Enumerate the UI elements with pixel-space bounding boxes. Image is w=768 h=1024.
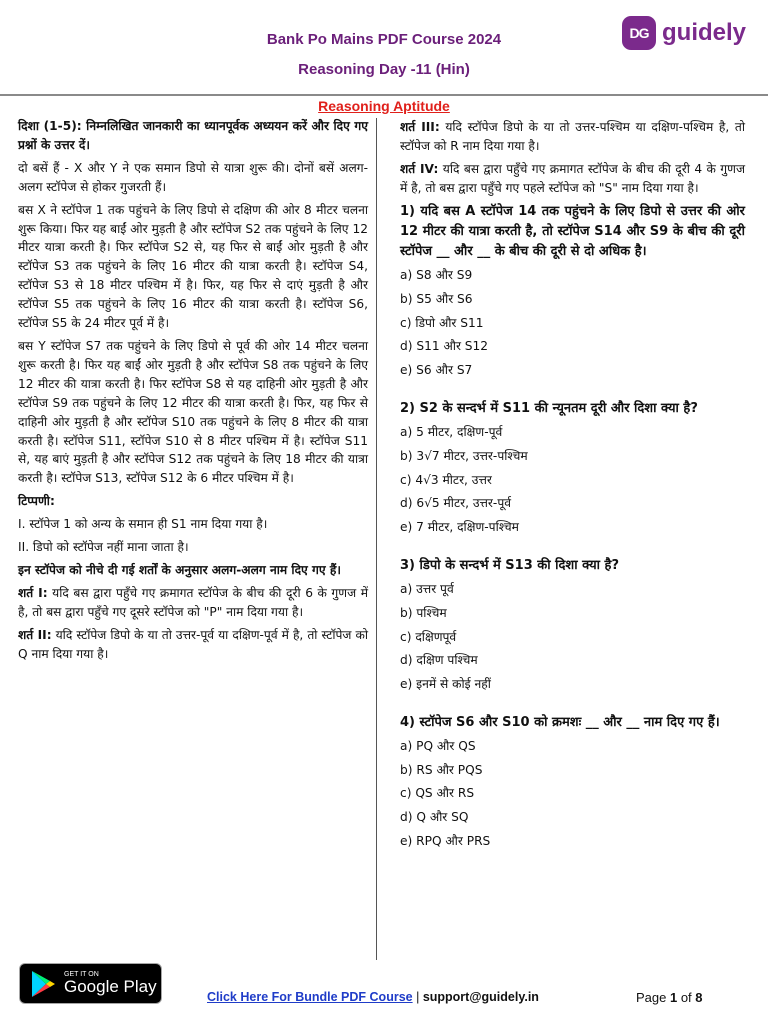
- footer-separator: |: [412, 990, 423, 1004]
- note-item: I. स्टॉपेज 1 को अन्य के समान ही S1 नाम दिया गया है।: [18, 517, 268, 532]
- guidely-logo: [622, 16, 746, 50]
- logo-mark-icon: DG: [622, 16, 656, 50]
- condition-2: [18, 626, 368, 664]
- condition-4: [400, 160, 745, 198]
- answer-option: b) S5 और S6: [400, 291, 473, 306]
- answer-option: d) दक्षिण पश्चिम: [400, 653, 478, 668]
- footer-links: [207, 990, 539, 1004]
- document-subtitle: Reasoning Day -11 (Hin): [298, 61, 470, 78]
- condition-label: शर्त III:: [400, 120, 440, 134]
- answer-option: e) इनमें से कोई नहीं: [400, 677, 491, 692]
- answer-option: c) डिपो और S11: [400, 315, 484, 330]
- answer-option: d) 6√5 मीटर, उत्तर-पूर्व: [400, 496, 512, 511]
- document-title: Bank Po Mains PDF Course 2024: [266, 31, 502, 48]
- question-4: 4) स्टॉपेज S6 और S10 को क्रमशः __ और __ नाम दिए गए हैं।: [400, 714, 720, 730]
- bus-y-paragraph: बस Y स्टॉपेज S7 तक पहुंचने के लिए डिपो से पूर्व की ओर 14 मीटर चलना शुरू करती है। फिर यह बाईं ओर मुड़ती है और स्टॉपेज S8 तक पहुंचने के लिए 12 मीटर की यात्रा करती है। फिर स्टॉपेज S8 से यह दाहिनी ओर मुड़ती है और स्टॉपेज S9 तक पहुंचने के लिए 12 मीटर की यात्रा करती है। फिर, यह फिर से दाहिनी ओर मुड़ती है और स्टॉपेज S10 तक पहुंचने के लिए 8 मीटर की यात्रा करती है। स्टॉपेज S11, स्टॉपेज S10 से 8 मीटर पश्चिम में है। स्टॉपेज S11 से, यह बाएं मुड़ती है और स्टॉपेज S12 तक पहुंचने के लिए 18 मीटर की यात्रा करती है। स्टॉपेज S13, स्टॉपेज S12 के 6 मीटर पश्चिम में है।: [18, 338, 368, 486]
- question-3: 3) डिपो के सन्दर्भ में S13 की दिशा क्या है?: [400, 557, 619, 573]
- intro-paragraph: दो बसें हैं - X और Y ने एक समान डिपो से यात्रा शुरू की। दोनों बसें अलग-अलग स्टॉपेज से होकर गुजरती हैं।: [18, 160, 368, 194]
- answer-option: a) PQ और QS: [400, 738, 476, 753]
- column-divider: [376, 118, 377, 960]
- condition-text: यदि बस द्वारा पहुँचे गए क्रमागत स्टॉपेज के बीच की दूरी 6 के गुणज में है, तो बस द्वारा पहुँचे गए दूसरे स्टॉपेज को "P" नाम दिया गया है।: [18, 585, 368, 619]
- condition-1: [18, 584, 368, 622]
- logo-text: guidely: [662, 19, 747, 46]
- answer-option: e) 7 मीटर, दक्षिण-पश्चिम: [400, 520, 519, 535]
- google-play-text: Google Play: [64, 976, 157, 996]
- direction-label: दिशा (1-5): निम्नलिखित जानकारी का ध्यानपूर्वक अध्ययन करें और दिए गए प्रश्नों के उत्तर दें।: [18, 119, 368, 152]
- question-1: 1) यदि बस A स्टॉपेज 14 तक पहुंचने के लिए डिपो से उत्तर की ओर 12 मीटर की यात्रा करती है, तो स्टॉपेज S14 और S9 के बीच की दूरी स्टॉपेज __ और __ के बीच की दूरी से दो अधिक है।: [400, 203, 745, 259]
- condition-label: शर्त I:: [18, 585, 48, 600]
- bus-x-paragraph: बस X ने स्टॉपेज 1 तक पहुंचने के लिए डिपो से दक्षिण की ओर 8 मीटर चलना शुरू किया। फिर यह बाईं ओर मुड़ती है और स्टॉपेज S2 तक पहुंचने के लिए 12 मीटर यात्रा करती है। फिर स्टॉपेज S2 से, यह फिर से बाईं ओर मुड़ती है और स्टॉपेज S3 तक पहुंचने के लिए 16 मीटर की यात्रा करती है। स्टॉपेज S4, स्टॉपेज S3 से 18 मीटर पश्चिम में है। फिर, यह फिर से दाएं मुड़ती है और स्टॉपेज S5 तक पहुंचने के लिए 16 मीटर की यात्रा करती है। स्टॉपेज S6, स्टॉपेज S5 के 24 मीटर पूर्व में है।: [18, 202, 368, 331]
- page-total: 8: [695, 990, 703, 1005]
- header-divider: [0, 94, 768, 96]
- condition-text: यदि स्टॉपेज डिपो के या तो उत्तर-पश्चिम या दक्षिण-पश्चिम है, तो स्टॉपेज को R नाम दिया गया है।: [400, 120, 745, 153]
- support-email[interactable]: support@guidely.in: [422, 990, 539, 1004]
- answer-option: c) QS और RS: [400, 786, 475, 801]
- page-number: [636, 990, 703, 1005]
- bundle-course-link[interactable]: Click Here For Bundle PDF Course: [207, 990, 413, 1004]
- google-play-badge[interactable]: [19, 963, 162, 1004]
- page-prefix: Page: [636, 990, 670, 1005]
- play-store-icon: [30, 970, 56, 998]
- answer-option: a) उत्तर पूर्व: [400, 581, 454, 596]
- answer-option: c) 4√3 मीटर, उत्तर: [400, 472, 492, 487]
- answer-option: e) S6 और S7: [400, 363, 473, 378]
- note-item: II. डिपो को स्टॉपेज नहीं माना जाता है।: [18, 540, 189, 555]
- answer-option: d) Q और SQ: [400, 810, 469, 825]
- condition-text: यदि स्टॉपेज डिपो के या तो उत्तर-पूर्व या दक्षिण-पूर्व में है, तो स्टॉपेज को Q नाम दिया गया है।: [18, 627, 369, 661]
- condition-label: शर्त II:: [18, 627, 52, 642]
- answer-option: b) 3√7 मीटर, उत्तर-पश्चिम: [400, 448, 528, 463]
- left-column: [18, 117, 368, 667]
- right-column: [400, 118, 745, 856]
- answer-option: d) S11 और S12: [400, 339, 489, 354]
- page-mid: of: [677, 990, 696, 1005]
- answer-option: a) S8 और S9: [400, 268, 473, 283]
- conditions-heading: इन स्टॉपेज को नीचे दी गई शर्तों के अनुसार अलग-अलग नाम दिए गए हैं।: [18, 562, 341, 577]
- condition-3: [400, 118, 745, 156]
- answer-option: b) RS और PQS: [400, 762, 483, 777]
- section-heading: Reasoning Aptitude: [318, 98, 450, 114]
- answer-option: c) दक्षिणपूर्व: [400, 629, 457, 644]
- answer-option: a) 5 मीटर, दक्षिण-पूर्व: [400, 425, 503, 440]
- google-play-small-text: GET IT ON: [64, 970, 99, 978]
- note-label: टिप्पणी:: [18, 494, 55, 509]
- condition-label: शर्त IV:: [400, 161, 439, 176]
- answer-option: e) RPQ और PRS: [400, 834, 491, 849]
- answer-option: b) पश्चिम: [400, 605, 447, 620]
- condition-text: यदि बस द्वारा पहुँचे गए क्रमागत स्टॉपेज के बीच की दूरी 4 के गुणज में है, तो बस द्वारा पहुँचे गए पहले स्टॉपेज को "S" नाम दिया गया है।: [400, 161, 745, 195]
- page-current: 1: [669, 990, 678, 1005]
- question-2: 2) S2 के सन्दर्भ में S11 की न्यूनतम दूरी और दिशा क्या है?: [400, 400, 698, 416]
